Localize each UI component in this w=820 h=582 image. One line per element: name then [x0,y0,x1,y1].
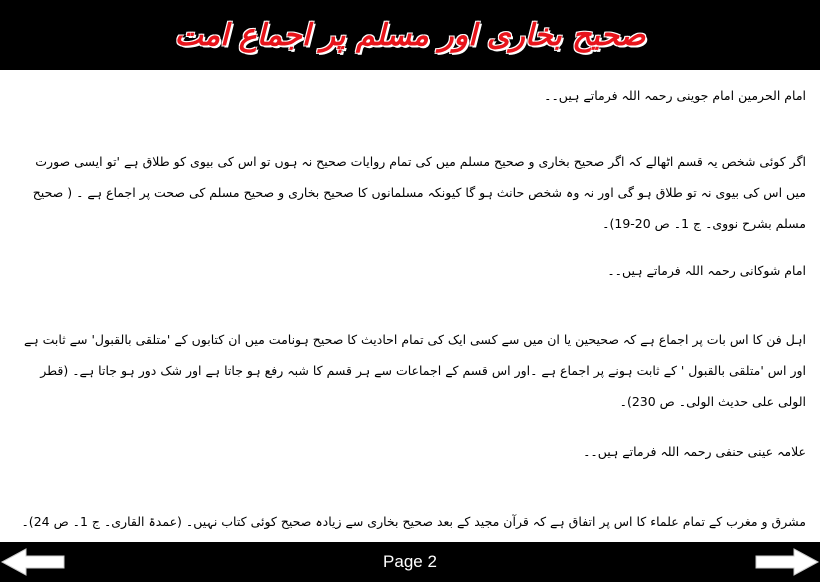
right-arrow-icon[interactable] [754,547,820,577]
page-title: صحیح بخاری اور مسلم پر اجماع امت [174,17,646,53]
footer-bar [0,542,820,582]
page-number-label: Page 2 [383,552,437,571]
paragraph-allama-aini-heading: علامہ عینی حنفی رحمہ اللہ فرماتے ہیں۔۔ [583,444,806,459]
header-bar [0,0,820,70]
paragraph-juwaini-quote: اگر کوئی شخص یہ قسم اٹھالے کہ اگر صحیح بخاری و صحیح مسلم میں کی تمام روایات صحیح نہ ہوں تو اس کی بیوی کو طلاق ہے 'تو ایسی صورت میں اس کی بیوی نہ تو طلاق ہو گی اور نہ وہ شخص حانث ہو گا کیونکہ مسلمانوں کا صحیح بخاری و صحیح مسلم کی صحت پر اجماع ہے ۔ ( صحیح مسلم بشرح نووی۔ ج 1۔ ص 20-19)۔ [32,154,806,231]
left-arrow-icon[interactable] [0,547,66,577]
document-body [0,70,820,542]
paragraph-aini-quote: مشرق و مغرب کے تمام علماء کا اس پر اتفاق ہے کہ قرآن مجید کے بعد صحیح بخاری سے زیادہ صحیح کوئی کتاب نہیں۔ (عمدۃ القاری۔ ج 1۔ ص 24)۔ [21,514,806,529]
paragraph-imam-juwaini-heading: امام الحرمین امام جوینی رحمہ اللہ فرماتے ہیں۔۔ [544,88,806,103]
paragraph-shawkani-quote: اہل فن کا اس بات پر اجماع ہے کہ صحیحین یا ان میں سے کسی ایک کی تمام احادیث کا صحیح ہونامت میں ان کتابوں کے 'متلقی بالقبول' سے ثابت ہے اور اس 'متلقی بالقبول ' کے ثابت ہونے پر اجماع ہے ۔اور اس قسم کے اجماعات سے ہر قسم کا شبہ رفع ہو جاتا ہے اور شک دور ہو جاتا ہے۔ (قطر الولی علی حدیث الولی۔ ص 230)۔ [24,332,806,409]
paragraph-imam-shawkani-heading: امام شوکانی رحمہ اللہ فرماتے ہیں۔۔ [607,263,806,278]
